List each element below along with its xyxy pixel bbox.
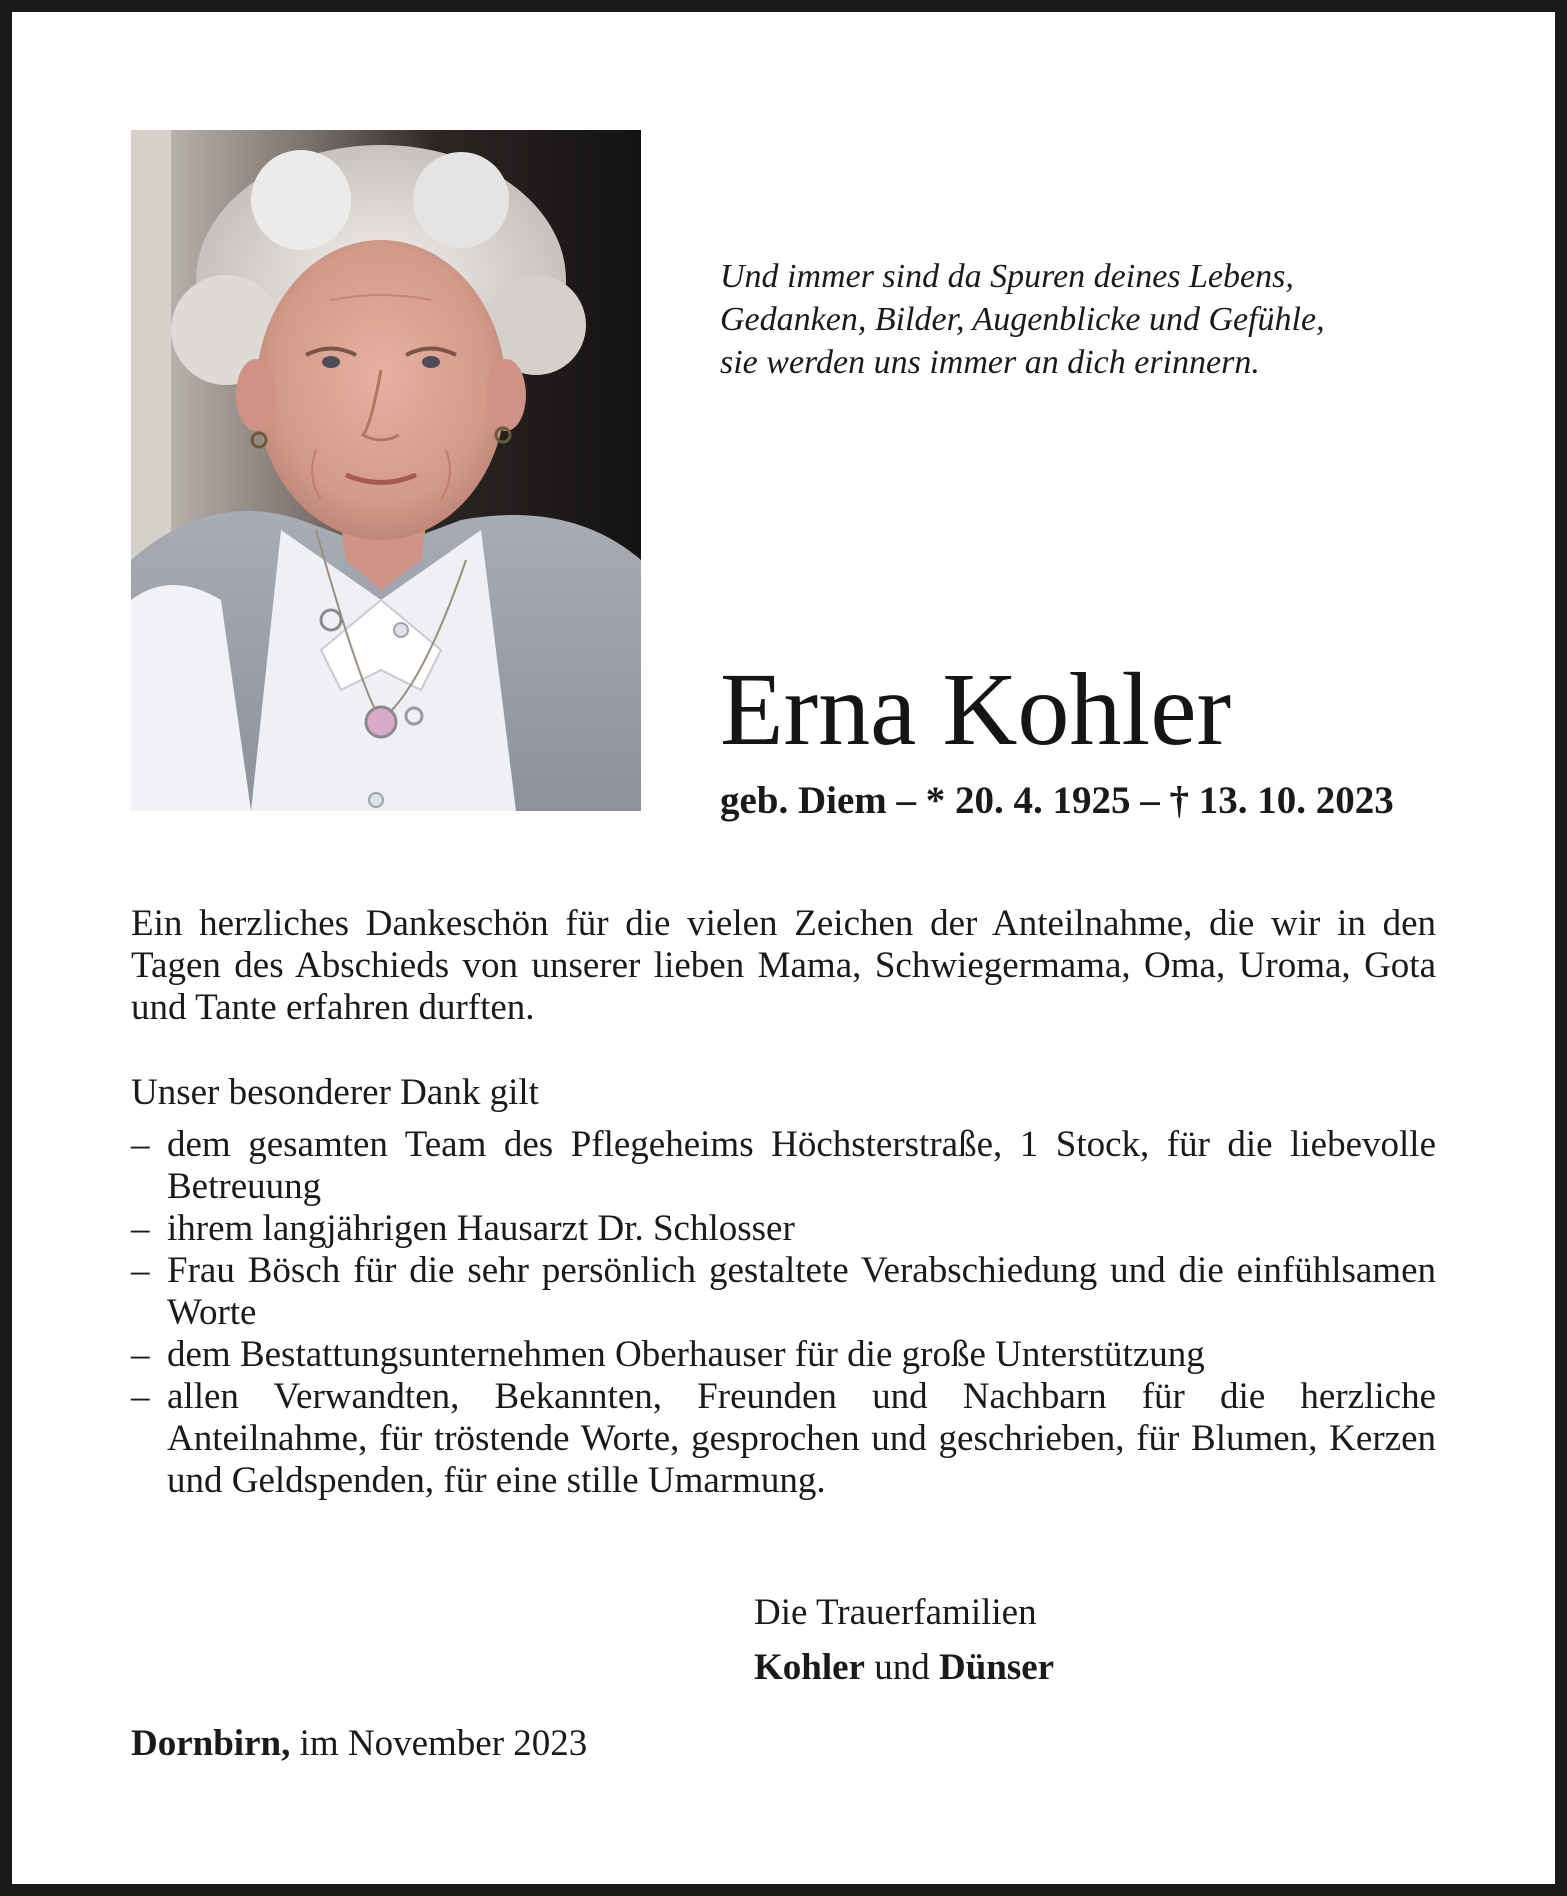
family-names (754, 1640, 1054, 1695)
thanks-paragraph: Ein herzliches Dankeschön für die vielen Zeichen der Anteilnahme, die wir in den Tagen des Abschieds von unserer lieben Mama, Schwiegermama, Oma, Uroma, Gota und Tante erfahren durften. (131, 903, 1436, 1028)
family-name-kohler: Kohler (754, 1647, 865, 1688)
dash-bullet: – (131, 1334, 150, 1375)
list-item-text: Frau Bösch für die sehr persönlich gestaltete Verabschiedung und die einfühlsamen Worte (167, 1250, 1436, 1333)
birth-death-dates: geb. Diem – * 20. 4. 1925 – † 13. 10. 2023 (720, 779, 1394, 822)
list-item-text: allen Verwandten, Bekannten, Freunden und Nachbarn für die herzliche Anteilnahme, für tröstende Worte, gesprochen und geschrieben, für Blumen, Kerzen und Geldspenden, für eine stille Umarmung. (167, 1376, 1436, 1501)
thanks-intro: Unser besonderer Dank gilt (131, 1072, 539, 1113)
quote-line: Gedanken, Bilder, Augenblicke und Gefühle, (720, 301, 1325, 338)
list-item-text: ihrem langjährigen Hausarzt Dr. Schlosser (167, 1208, 795, 1249)
family-name-duenser: Dünser (938, 1647, 1055, 1688)
memorial-quote (720, 255, 1480, 384)
list-item (131, 1376, 1436, 1502)
list-item (131, 1334, 1436, 1376)
family-connector: und (864, 1647, 939, 1688)
list-item (131, 1124, 1436, 1208)
list-item (131, 1208, 1436, 1250)
list-item-text: dem Bestattungsunternehmen Oberhauser für die große Unterstützung (167, 1334, 1205, 1375)
date: im November 2023 (290, 1723, 588, 1764)
dash-bullet: – (131, 1376, 150, 1417)
deceased-name: Erna Kohler (720, 652, 1232, 767)
thanks-list (131, 1124, 1436, 1502)
portrait-photo (131, 130, 641, 811)
quote-line: sie werden uns immer an dich erinnern. (720, 344, 1260, 381)
quote-line: Und immer sind da Spuren deines Lebens, (720, 258, 1294, 295)
signature-block (754, 1585, 1054, 1695)
dash-bullet: – (131, 1250, 150, 1291)
dash-bullet: – (131, 1208, 150, 1249)
list-item-text: dem gesamten Team des Pflegeheims Höchsterstraße, 1 Stock, für die liebevolle Betreuung (167, 1124, 1436, 1207)
place-and-date (131, 1722, 587, 1766)
dash-bullet: – (131, 1124, 150, 1165)
list-item (131, 1250, 1436, 1334)
place: Dornbirn, (131, 1723, 291, 1764)
signature-line: Die Trauerfamilien (754, 1592, 1037, 1633)
